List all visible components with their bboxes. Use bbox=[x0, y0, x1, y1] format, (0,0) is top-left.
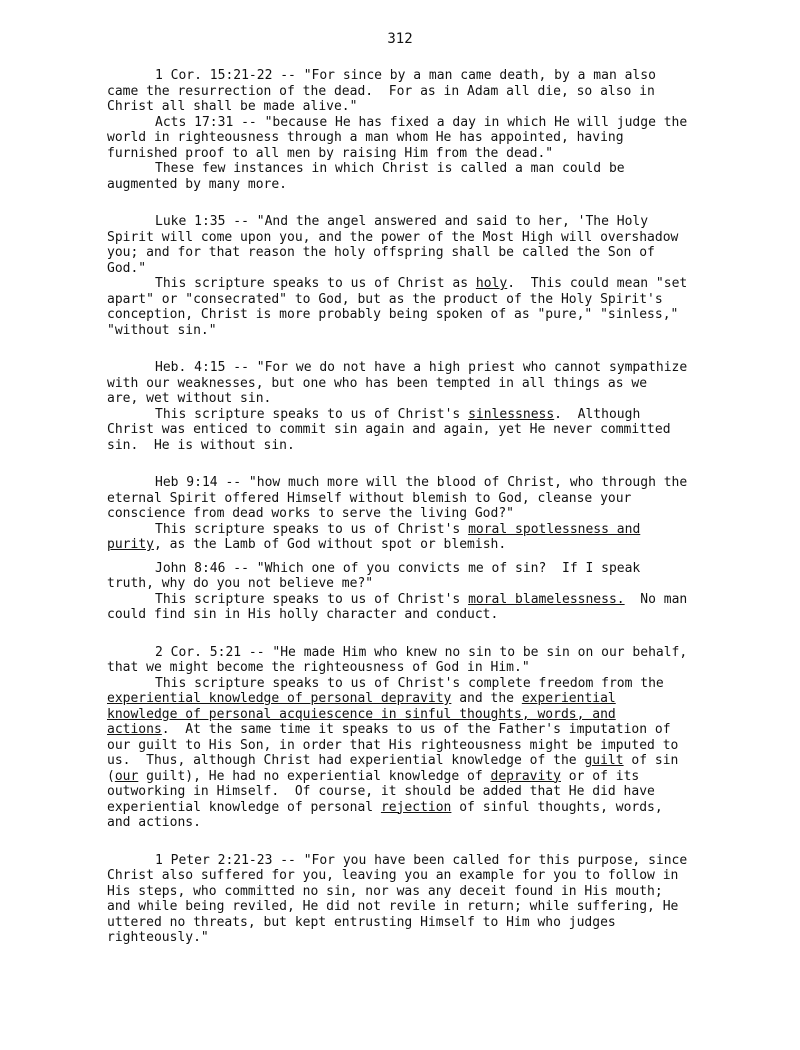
text-line bbox=[107, 276, 747, 292]
page-number: 312 bbox=[387, 31, 413, 47]
text-line bbox=[107, 722, 747, 738]
text-span: and the bbox=[451, 691, 522, 706]
text-line: conscience from dead works to serve the living God?" bbox=[107, 506, 514, 521]
text-line: Heb. 4:15 -- "For we do not have a high priest who cannot sympathize bbox=[155, 360, 688, 375]
text-span: This scripture speaks to us of Christ's bbox=[155, 406, 469, 422]
page-body bbox=[107, 68, 747, 946]
paragraph-instances bbox=[107, 161, 747, 192]
text-span: . At the same time it speaks to us of the Father's imputation of bbox=[161, 722, 671, 737]
text-line: His steps, who committed no sin, nor was any deceit found in His mouth; bbox=[107, 883, 663, 899]
text-span: guilt), He had no experiential knowledge of bbox=[138, 768, 491, 784]
text-line: 2 Cor. 5:21 -- "He made Him who knew no sin to be sin on our behalf, bbox=[155, 644, 688, 660]
text-line bbox=[107, 592, 747, 608]
underlined-term: actions bbox=[107, 722, 162, 737]
text-line: Christ was enticed to commit sin again and again, yet He never committed bbox=[107, 422, 671, 437]
text-line: came the resurrection of the dead. For as in Adam all die, so also in bbox=[107, 83, 655, 99]
underlined-term: our bbox=[114, 768, 139, 784]
text-line: eternal Spirit offered Himself without blemish to God, cleanse your bbox=[107, 490, 632, 506]
paragraph-john-8-46 bbox=[107, 561, 747, 592]
paragraph-luke-1-35 bbox=[107, 214, 747, 276]
paragraph-heb-4-15 bbox=[107, 360, 747, 407]
paragraph-spotlessness-commentary bbox=[107, 522, 747, 553]
text-line: Christ also suffered for you, leaving you an example for you to follow in bbox=[107, 868, 679, 883]
paragraph-freedom-commentary bbox=[107, 676, 747, 831]
text-span: of sinful thoughts, words, bbox=[451, 799, 663, 815]
text-line: furnished proof to all men by raising Him from the dead." bbox=[107, 145, 554, 161]
text-line: Christ all shall be made alive." bbox=[107, 99, 358, 114]
paragraph-acts-17 bbox=[107, 115, 747, 162]
text-line bbox=[107, 522, 747, 538]
underlined-term: knowledge of personal acquiescence in sinful thoughts, words, and bbox=[107, 706, 616, 722]
text-span: This scripture speaks to us of Christ's bbox=[155, 591, 469, 607]
text-line: and while being reviled, He did not revile in return; while suffering, He bbox=[107, 899, 679, 914]
text-span: This scripture speaks to us of Christ as bbox=[155, 276, 476, 291]
underlined-term: experiential knowledge of personal depravity bbox=[107, 691, 452, 706]
text-line: Acts 17:31 -- "because He has fixed a day in which He will judge the bbox=[155, 114, 688, 130]
paragraph-1cor-15 bbox=[107, 68, 747, 115]
underlined-term: moral blamelessness. bbox=[468, 591, 625, 607]
paragraph-1peter-2-21 bbox=[107, 853, 747, 946]
underlined-term: rejection bbox=[380, 799, 452, 815]
text-span: . This could mean "set bbox=[507, 276, 688, 291]
text-span: ( bbox=[107, 768, 115, 784]
paragraph-sinlessness-commentary bbox=[107, 407, 747, 454]
text-span: This scripture speaks to us of Christ's bbox=[155, 521, 469, 537]
text-span: No man bbox=[624, 591, 688, 607]
text-line: apart" or "consecrated" to God, but as the product of the Holy Spirit's bbox=[107, 291, 663, 307]
text-line: These few instances in which Christ is called a man could be bbox=[155, 161, 625, 176]
text-span: of sin bbox=[623, 753, 679, 768]
paragraph-holy-commentary bbox=[107, 276, 747, 338]
underlined-term: guilt bbox=[584, 753, 624, 768]
text-line bbox=[107, 707, 747, 723]
text-line: sin. He is without sin. bbox=[107, 437, 295, 453]
text-line: uttered no threats, but kept entrusting Himself to Him who judges bbox=[107, 914, 616, 930]
text-line: you; and for that reason the holy offspring shall be called the Son of bbox=[107, 245, 655, 260]
text-span: . Although bbox=[554, 406, 641, 422]
text-line: This scripture speaks to us of Christ's complete freedom from the bbox=[155, 675, 664, 691]
underlined-term: holy bbox=[475, 276, 508, 291]
text-line: our guilt to His Son, in order that His righteousness might be imputed to bbox=[107, 737, 679, 753]
paragraph-blamelessness-commentary bbox=[107, 592, 747, 623]
text-line: conception, Christ is more probably being spoken of as "pure," "sinless," bbox=[107, 307, 679, 322]
underlined-term: experiential bbox=[521, 691, 616, 706]
text-line: 1 Peter 2:21-23 -- "For you have been called for this purpose, since bbox=[155, 852, 688, 868]
text-line bbox=[107, 753, 747, 769]
text-line: outworking in Himself. Of course, it should be added that He did have bbox=[107, 784, 655, 799]
text-line bbox=[107, 537, 747, 553]
underlined-term: sinlessness bbox=[468, 406, 555, 422]
underlined-term: depravity bbox=[490, 768, 561, 784]
underlined-term: moral spotlessness and bbox=[468, 521, 641, 537]
text-line: truth, why do you not believe me?" bbox=[107, 576, 374, 591]
text-span: us. Thus, although Christ had experiential knowledge of the bbox=[107, 753, 585, 768]
text-line: augmented by many more. bbox=[107, 176, 288, 192]
paragraph-2cor-5-21 bbox=[107, 645, 747, 676]
underlined-term: purity bbox=[107, 537, 154, 552]
text-line: 1 Cor. 15:21-22 -- "For since by a man came death, by a man also bbox=[155, 68, 656, 83]
text-line bbox=[107, 407, 747, 423]
text-span: , as the Lamb of God without spot or blemish. bbox=[153, 537, 507, 552]
text-span: or of its bbox=[560, 768, 640, 784]
text-line: and actions. bbox=[107, 815, 201, 830]
text-line: are, wet without sin. bbox=[107, 391, 272, 406]
text-line: world in righteousness through a man whom He has appointed, having bbox=[107, 130, 624, 145]
text-line bbox=[107, 691, 747, 707]
text-line bbox=[107, 800, 747, 816]
text-line: righteously." bbox=[107, 930, 209, 945]
text-line: Spirit will come upon you, and the power of the Most High will overshadow bbox=[107, 229, 679, 245]
paragraph-heb-9-14 bbox=[107, 475, 747, 522]
text-line: with our weaknesses, but one who has been tempted in all things as we bbox=[107, 375, 648, 391]
text-span: experiential knowledge of personal bbox=[107, 799, 381, 815]
text-line: Luke 1:35 -- "And the angel answered and said to her, 'The Holy bbox=[155, 214, 649, 229]
text-line: that we might become the righteousness of God in Him." bbox=[107, 660, 530, 675]
text-line: "without sin." bbox=[107, 322, 217, 338]
text-line: John 8:46 -- "Which one of you convicts me of sin? If I speak bbox=[155, 560, 641, 576]
text-line: God." bbox=[107, 260, 147, 276]
text-line bbox=[107, 769, 747, 785]
text-line: could find sin in His holly character and conduct. bbox=[107, 607, 499, 622]
text-line: Heb 9:14 -- "how much more will the blood of Christ, who through the bbox=[155, 475, 688, 490]
